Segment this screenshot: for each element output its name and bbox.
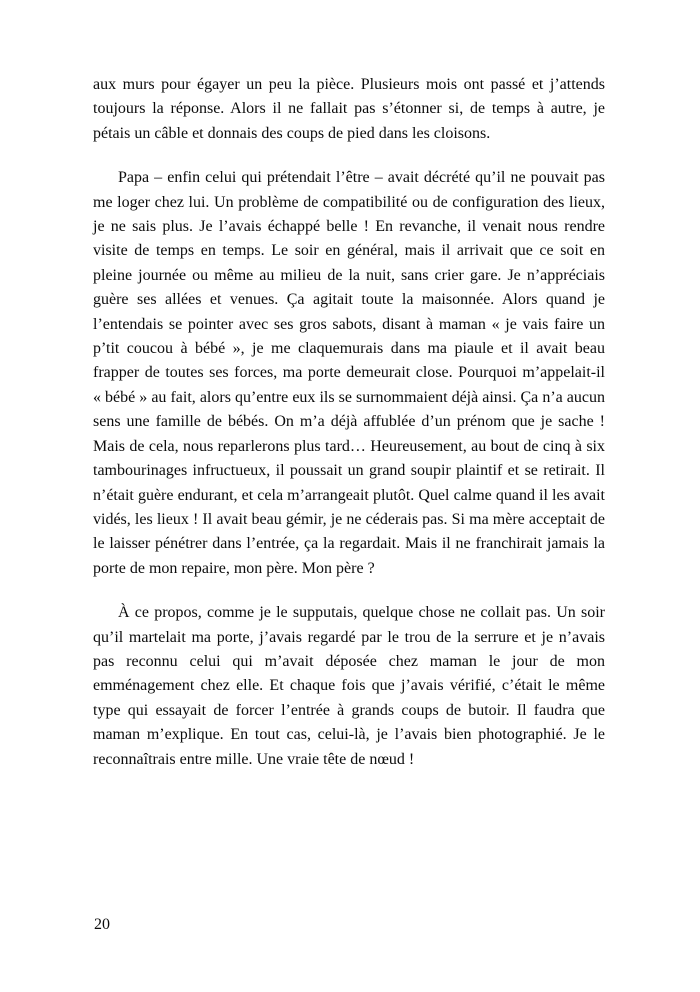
page-number: 20 bbox=[94, 916, 110, 933]
paragraph-papa: Papa – enfin celui qui prétendait l’être – avait décrété qu’il ne pouvait pas me loger chez lui. Un problème de compatibilité ou de configuration des lieux, je ne sais plus. Je l’avais échappé belle ! En revanche, il venait nous rendre visite de temps en temps. Le soir en général, mais il arrivait que ce soit en pleine journée ou même au milieu de la nuit, sans crier gare. Je n’appréciais guère ses allées et venues. Ça agitait toute la maisonnée. Alors quand je l’entendais se pointer avec ses gros sabots, disant à maman « je vais faire un p’tit coucou à bébé », je me claquemurais dans ma piaule et il avait beau frapper de toutes ses forces, ma porte demeurait close. Pourquoi m’appelait-il « bébé » au fait, alors qu’entre eux ils se surnommaient déjà ainsi. Ça n’a aucun sens une famille de bébés. On m’a déjà affublée d’un prénom que je sache ! Mais de cela, nous reparlerons plus tard… Heureusement, au bout de cinq à six tambourinages infructueux, il poussait un grand soupir plaintif et se retirait. Il n’était guère endurant, et cela m’arrangeait plutôt. Quel calme quand il les avait vidés, les lieux ! Il avait beau gémir, je ne céderais pas. Si ma mère acceptait de le laisser pénétrer dans l’entrée, ça la regardait. Mais il ne franchirait jamais la porte de mon repaire, mon père. Mon père ? bbox=[93, 169, 605, 577]
body-text bbox=[93, 73, 605, 772]
paragraph-a-ce-propos: À ce propos, comme je le supputais, quelque chose ne collait pas. Un soir qu’il martelait ma porte, j’avais regardé par le trou de la serrure et je n’avais pas reconnu celui qui m’avait déposée chez maman le jour de mon emménagement chez elle. Et chaque fois que j’avais vérifié, c’était le même type qui essayait de forcer l’entrée à grands coups de butoir. Il faudra que maman m’explique. En tout cas, celui-là, je l’avais bien photographié. Je le reconnaîtrais entre mille. Une vraie tête de nœud ! bbox=[93, 604, 605, 768]
paragraph-continuation: aux murs pour égayer un peu la pièce. Plusieurs mois ont passé et j’attends toujours la réponse. Alors il ne fallait pas s’étonner si, de temps à autre, je pétais un câble et donnais des coups de pied dans les cloisons. bbox=[93, 76, 605, 142]
